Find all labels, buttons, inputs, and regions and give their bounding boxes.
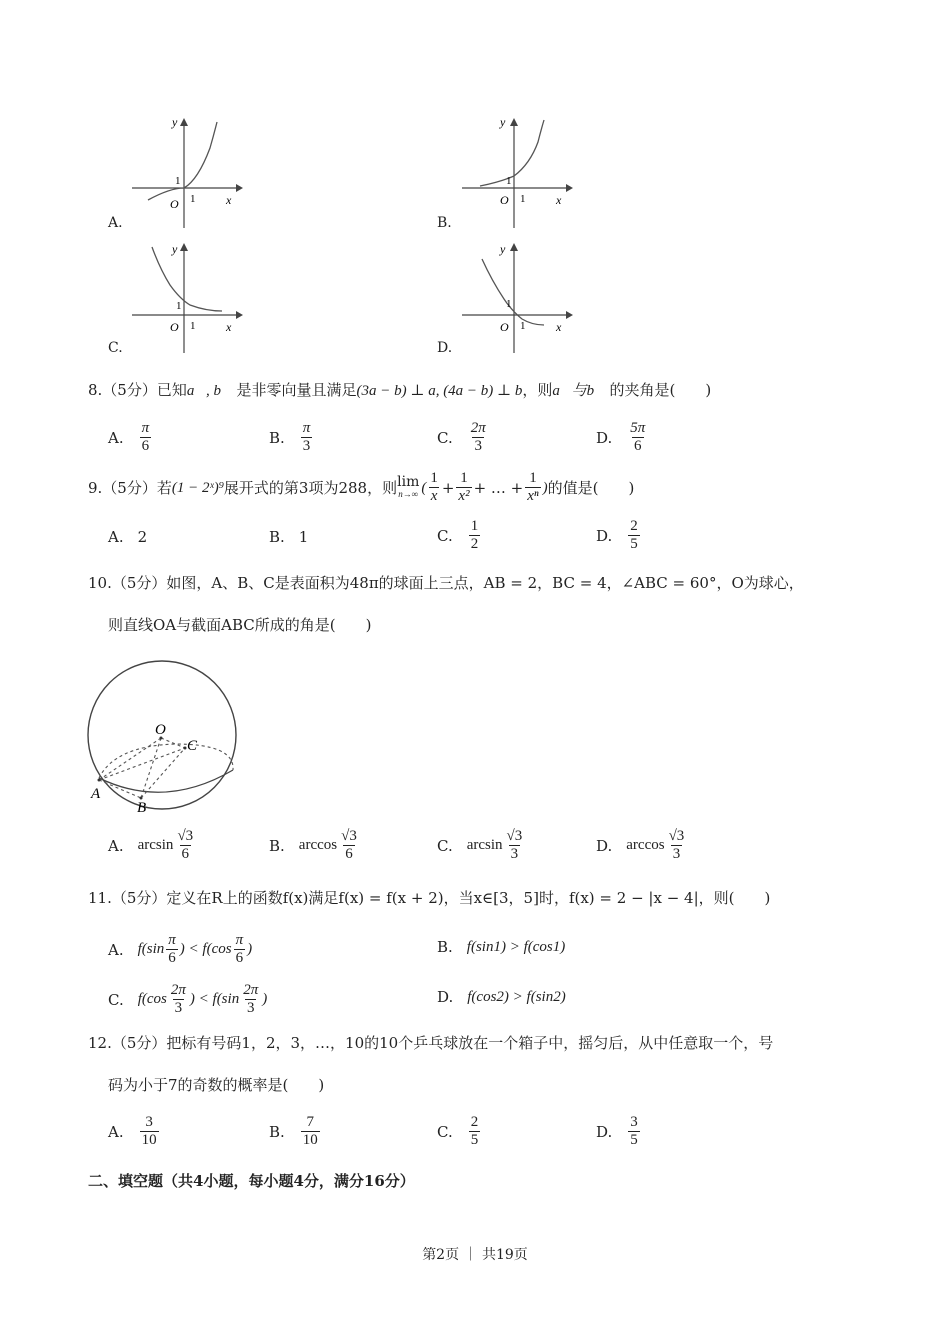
q10-option-b: B. arccos $\frac{√3}{6}$ (269, 828, 357, 862)
q8-end: 的夹角是( ) (609, 381, 712, 399)
svg-text:y: y (172, 243, 178, 256)
q12-option-d: D. $\frac{3}{5}$ (596, 1114, 638, 1148)
sphere-svg (85, 660, 245, 815)
q11-stem: 11.（5分）定义在R上的函数f(x)满足f(x) = f(x + 2)，当x∈[3，5]时，f(x) = 2 − |x − 4|，则( ) (88, 889, 771, 907)
svg-text:1: 1 (190, 193, 196, 205)
graph-b-svg (460, 118, 575, 230)
section2-heading: 二、填空题（共4小题，每小题4分，满分16分） (88, 1172, 415, 1190)
graph-d-svg (460, 243, 575, 355)
q10-sphere-figure (85, 660, 245, 819)
q8-mid2: ，则 (522, 381, 553, 399)
q7-label-d: D. (437, 340, 453, 356)
q9-prefix: 9.（5分）若 (88, 478, 172, 497)
q8-option-d: D. $\frac{5\pi}{6}$ (596, 420, 646, 454)
svg-text:y: y (500, 118, 506, 129)
svg-text:1: 1 (176, 300, 182, 312)
q9-expr: (1 − 2ˣ)⁹ (171, 479, 224, 496)
svg-text:B: B (137, 800, 147, 815)
q9-lim: lim n→∞ (397, 473, 420, 499)
svg-text:1: 1 (175, 175, 181, 187)
q8-mid1: 是非零向量且满足 (236, 381, 357, 399)
svg-text:1: 1 (520, 320, 526, 332)
q8-prefix: 8.（5分）已知 (88, 381, 187, 399)
q7-graph-c (130, 243, 245, 359)
svg-text:1: 1 (520, 193, 526, 205)
q9-end: 的值是( ) (547, 478, 635, 497)
q8-option-c: C. $\frac{2\pi}{3}$ (437, 420, 486, 454)
q7-label-a: A. (108, 215, 123, 231)
q9-option-a: A. 2 (108, 528, 148, 546)
svg-text:x: x (556, 193, 562, 207)
q10-option-c: C. arcsin $\frac{√3}{3}$ (437, 828, 523, 862)
q7-label-b: B. (437, 215, 452, 231)
svg-text:O: O (170, 320, 179, 334)
q12-option-b: B. $\frac{7}{10}$ (269, 1114, 318, 1148)
svg-text:O: O (500, 193, 509, 207)
svg-text:O: O (500, 320, 509, 334)
q10-option-d: D. arccos $\frac{√3}{3}$ (596, 828, 685, 862)
q12-line2: 码为小于7的奇数的概率是( ) (108, 1076, 325, 1094)
q9-option-d: D. $\frac{2}{5}$ (596, 518, 638, 552)
q12-option-a: A. $\frac{3}{10}$ (108, 1114, 157, 1148)
q11-option-b: B. f(sin1) > f(cos1) (437, 938, 566, 956)
graph-c-svg (130, 243, 245, 355)
q7-label-c: C. (108, 340, 123, 356)
page-footer: 第2页 ｜ 共19页 (422, 1247, 528, 1263)
q11-option-d: D. f(cos2) > f(sin2) (437, 988, 566, 1006)
q9-option-c: C. $\frac{1}{2}$ (437, 518, 479, 552)
q8-a-with-b: a⃗与b⃗ (552, 383, 610, 399)
q11-option-a: A. f(sin $\frac{\pi}{6}$ ) < f(cos $\frac{\pi}{6}$ ) (108, 932, 253, 966)
q7-graph-a (130, 118, 245, 234)
q10-line1: 10.（5分）如图，A、B、C是表面积为48π的球面上三点，AB = 2，BC = 4，∠ABC = 60°，O为球心， (88, 574, 804, 592)
q11-option-c: C. f(cos $\frac{2\pi}{3}$ ) < f(sin $\frac{2\pi}{3}$ ) (108, 982, 268, 1016)
svg-text:y: y (172, 118, 178, 129)
q8-vectors-ab: a⃗, b⃗ (186, 383, 237, 399)
svg-text:1: 1 (190, 320, 196, 332)
graph-a-svg (130, 118, 245, 230)
svg-text:C: C (187, 738, 198, 754)
q7-graph-b (460, 118, 575, 234)
svg-text:O: O (170, 197, 179, 211)
svg-text:O: O (155, 722, 166, 738)
svg-text:1: 1 (506, 175, 512, 187)
q8-option-a: A. $\frac{\pi}{6}$ (108, 420, 150, 454)
svg-text:y: y (500, 243, 506, 256)
svg-text:x: x (226, 320, 232, 334)
q10-line2: 则直线OA与截面ABC所成的角是( ) (108, 616, 372, 634)
svg-text:1: 1 (506, 298, 512, 310)
q12-line1: 12.（5分）把标有号码1，2，3，…，10的10个乒乓球放在一个箱子中，摇匀后，从中任意取一个，号 (88, 1034, 774, 1052)
q12-option-c: C. $\frac{2}{5}$ (437, 1114, 479, 1148)
q9-stem: 9.（5分）若 (1 − 2ˣ)⁹ 展开式的第3项为288，则 lim n→∞ ( $\frac{1}{x}$ + $\frac{1}{\text{x²}}$ + … + $\frac{1}{\text{xⁿ}}$ ) 的值是( ) (88, 470, 635, 504)
svg-text:A: A (91, 786, 101, 802)
svg-text:x: x (226, 193, 232, 207)
q10-option-a: A. arcsin $\frac{√3}{6}$ (108, 828, 194, 862)
q9-option-b: B. 1 (269, 528, 309, 546)
svg-text:x: x (556, 320, 562, 334)
q8-stem (88, 380, 711, 401)
q9-mid: 展开式的第3项为288，则 (223, 478, 398, 497)
q7-graph-d (460, 243, 575, 359)
q8-option-b: B. $\frac{\pi}{3}$ (269, 420, 311, 454)
q8-condition: (3a − b) ⊥ a, (4a − b) ⊥ b (356, 383, 523, 399)
